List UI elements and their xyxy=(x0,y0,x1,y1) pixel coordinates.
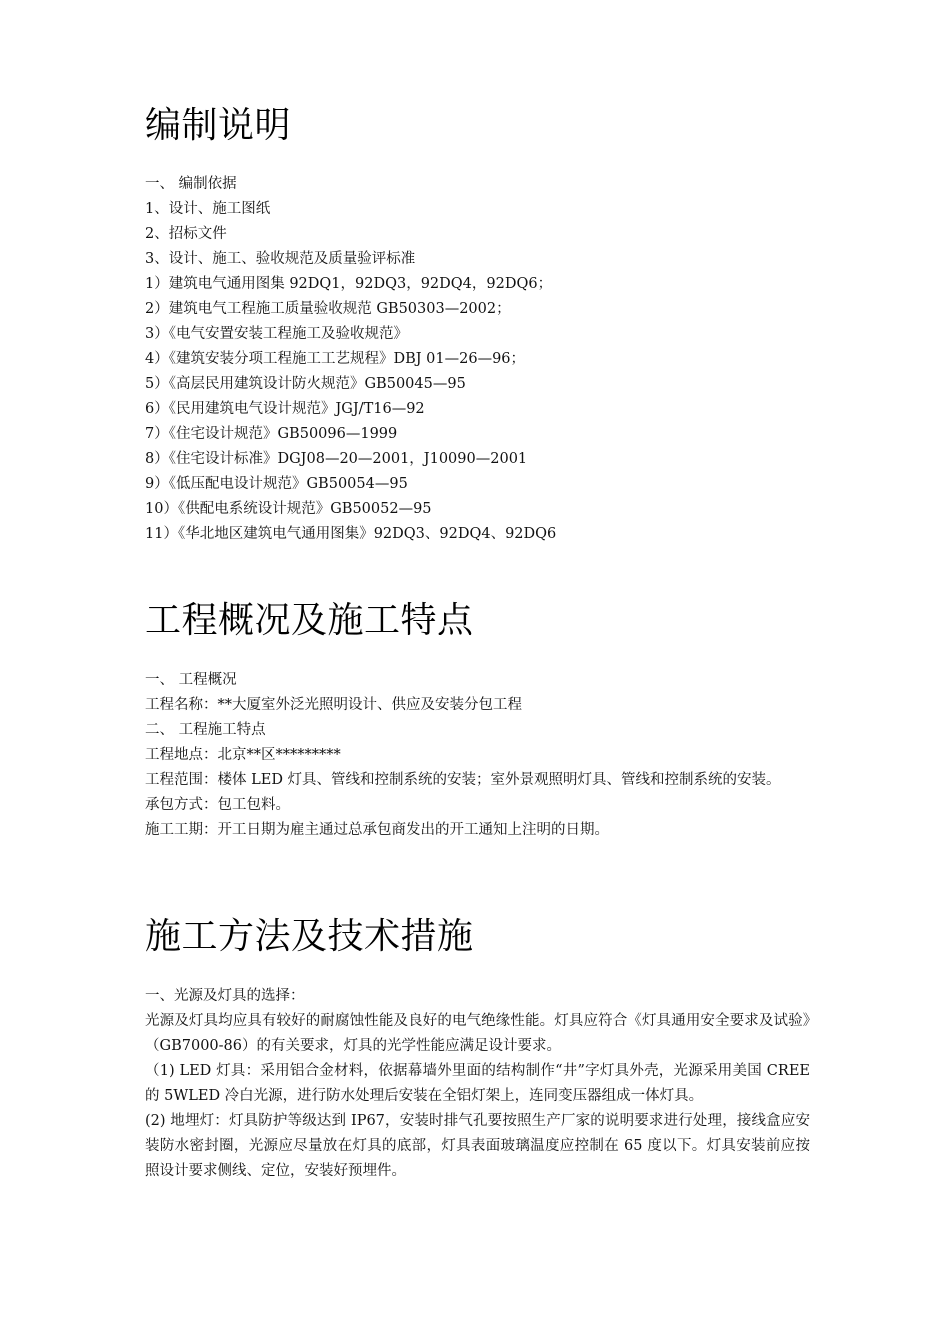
list-item: 11）《华北地区建筑电气通用图集》92DQ3、92DQ4、92DQ6 xyxy=(145,526,557,542)
section-heading: 施工方法及技术措施 xyxy=(145,916,474,957)
scope-paragraph: 工程范围：楼体 LED 灯具、管线和控制系统的安装；室外景观照明灯具、管线和控制系统的安装。 xyxy=(145,772,781,788)
list-item: 工程地点：北京**区********* xyxy=(145,747,341,763)
list-item: 一、 编制依据 xyxy=(145,176,237,192)
basis-list xyxy=(145,172,810,547)
section-project-overview xyxy=(145,599,810,843)
list-item: 4）《建筑安装分项工程施工工艺规程》DBJ 01—26—96； xyxy=(145,351,526,367)
list-item: 9）《低压配电设计规范》GB50054—95 xyxy=(145,476,408,492)
list-item: 6）《民用建筑电气设计规范》JGJ/T16—92 xyxy=(145,401,425,417)
section-construction-methods xyxy=(145,915,810,1184)
paragraph: (2) 地埋灯：灯具防护等级达到 IP67，安装时排气孔要按照生产厂家的说明要求进行处理，接线盒应安装防水密封圈，光源应尽量放在灯具的底部，灯具表面玻璃温度应控制在 65 度以下。灯具安装前应按照设计要求侧线、定位，安装好预埋件。 xyxy=(145,1113,810,1179)
paragraph: （1) LED 灯具：采用铝合金材料，依据幕墙外里面的结构制作“井”字灯具外壳，光源采用美国 CREE 的 5WLED 冷白光源，进行防水处理后安装在全铝灯架上，连同变压器组成一体灯具。 xyxy=(145,1063,810,1104)
section-compilation-notes xyxy=(145,104,810,547)
list-item: 工程名称：**大厦室外泛光照明设计、供应及安装分包工程 xyxy=(145,697,522,713)
list-item: 3、设计、施工、验收规范及质量验评标准 xyxy=(145,251,416,267)
list-item: 3）《电气安置安装工程施工及验收规范》 xyxy=(145,326,408,342)
list-item: 10）《供配电系统设计规范》GB50052—95 xyxy=(145,501,432,517)
list-item: 二、 工程施工特点 xyxy=(145,722,266,738)
list-item: 7）《住宅设计规范》GB50096—1999 xyxy=(145,426,398,442)
overview-list xyxy=(145,668,810,768)
paragraph: 光源及灯具均应具有较好的耐腐蚀性能及良好的电气绝缘性能。灯具应符合《灯具通用安全要求及试验》（GB7000-86）的有关要求，灯具的光学性能应满足设计要求。 xyxy=(145,1013,810,1054)
list-item: 1、设计、施工图纸 xyxy=(145,201,271,217)
list-item: 一、 工程概况 xyxy=(145,672,237,688)
section-body xyxy=(145,984,810,1184)
subheading: 一、光源及灯具的选择： xyxy=(145,988,305,1004)
list-item: 1）建筑电气通用图集 92DQ1，92DQ3，92DQ4，92DQ6； xyxy=(145,276,553,292)
section-heading: 工程概况及施工特点 xyxy=(145,600,474,641)
section-body xyxy=(145,668,810,843)
overview-list-continued xyxy=(145,793,810,843)
list-item: 2）建筑电气工程施工质量验收规范 GB50303—2002； xyxy=(145,301,511,317)
list-item: 8）《住宅设计标准》DGJ08—20—2001，J10090—2001 xyxy=(145,451,528,467)
list-item: 5）《高层民用建筑设计防火规范》GB50045—95 xyxy=(145,376,466,392)
methods-subheading-list xyxy=(145,984,810,1009)
list-item: 2、招标文件 xyxy=(145,226,227,242)
list-item: 施工工期：开工日期为雇主通过总承包商发出的开工通知上注明的日期。 xyxy=(145,822,609,838)
list-item: 承包方式：包工包料。 xyxy=(145,797,290,813)
section-heading: 编制说明 xyxy=(145,105,292,146)
